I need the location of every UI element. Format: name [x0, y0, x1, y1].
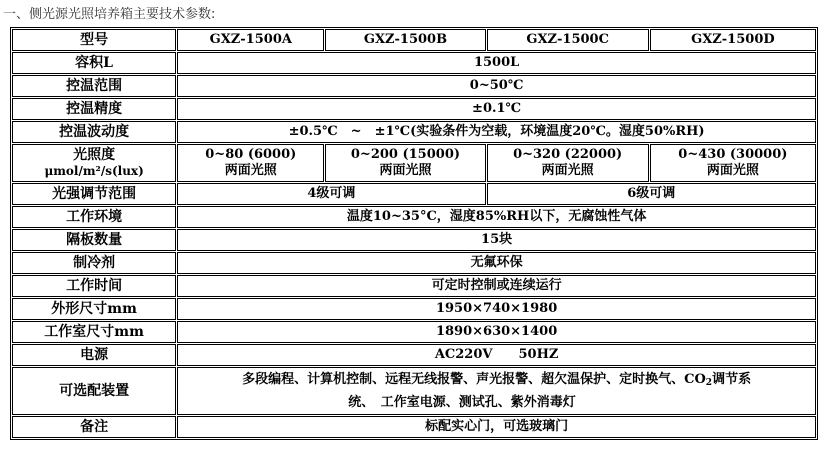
- time-value: 可定时控制或连续运行: [177, 275, 816, 297]
- options-line1-a: 多段编程、计算机控制、远程无线报警、声光报警、超欠温保护、定时换气、CO: [242, 372, 706, 387]
- section-heading: 一、侧光源光照培养箱主要技术参数:: [3, 7, 216, 22]
- temp-precision-label: 控温精度: [12, 98, 176, 120]
- options-subscript: 2: [705, 378, 713, 388]
- table-row: [12, 367, 816, 415]
- light-b-value: 0~200 (15000): [350, 147, 461, 162]
- options-line1-b: 调节系: [712, 372, 752, 387]
- outer-size-label: 外形尺寸mm: [12, 298, 176, 320]
- light-c: [487, 144, 649, 182]
- model-a: GXZ-1500A: [177, 29, 324, 51]
- shelves-label: 隔板数量: [12, 229, 176, 251]
- power-value: AC220V 50HZ: [177, 344, 816, 366]
- light-d-value: 0~430 (30000): [678, 147, 788, 162]
- light-adjust-ab: 4级可调: [177, 183, 485, 205]
- inner-size-label: 工作室尺寸mm: [12, 321, 176, 343]
- light-d-mode: 两面光照: [706, 163, 759, 178]
- table-row: [12, 52, 816, 74]
- table-row: [12, 275, 816, 297]
- temp-precision-value: ±0.1℃: [177, 98, 816, 120]
- table-row: [12, 298, 816, 320]
- light-b-mode: 两面光照: [379, 163, 432, 178]
- volume-value: 1500L: [177, 52, 816, 74]
- refrigerant-label: 制冷剂: [12, 252, 176, 274]
- note-label: 备注: [12, 416, 176, 438]
- power-label: 电源: [12, 344, 176, 366]
- env-label: 工作环境: [12, 206, 176, 228]
- light-adjust-label: 光强调节范围: [12, 183, 176, 205]
- temp-range-label: 控温范围: [12, 75, 176, 97]
- outer-size-value: 1950×740×1980: [177, 298, 816, 320]
- table-row: [12, 321, 816, 343]
- inner-size-value: 1890×630×1400: [177, 321, 816, 343]
- table-row: [12, 206, 816, 228]
- temp-range-value: 0~50℃: [177, 75, 816, 97]
- light-label-line1: 光照度: [73, 147, 116, 163]
- options-label: 可选配装置: [12, 367, 176, 415]
- time-label: 工作时间: [12, 275, 176, 297]
- light-label: [12, 144, 176, 182]
- light-adjust-cd: 6级可调: [487, 183, 816, 205]
- table-row: [12, 344, 816, 366]
- table-row: [12, 252, 816, 274]
- light-b: [325, 144, 485, 182]
- note-value: 标配实心门，可选玻璃门: [177, 416, 816, 438]
- light-c-mode: 两面光照: [541, 163, 594, 178]
- table-row: [12, 121, 816, 143]
- light-a-value: 0~80 (6000): [205, 147, 297, 162]
- light-a-mode: 两面光照: [224, 163, 277, 178]
- light-a: [177, 144, 324, 182]
- table-row: [12, 416, 816, 438]
- spec-table: [10, 27, 818, 440]
- options-line1: [180, 370, 813, 393]
- model-b: GXZ-1500B: [325, 29, 485, 51]
- model-label: 型号: [12, 29, 176, 51]
- light-c-value: 0~320 (22000): [513, 147, 623, 162]
- refrigerant-value: 无氟环保: [177, 252, 816, 274]
- model-d: GXZ-1500D: [650, 29, 816, 51]
- model-c: GXZ-1500C: [487, 29, 649, 51]
- table-row: [12, 29, 816, 51]
- table-row: [12, 183, 816, 205]
- light-d: [650, 144, 816, 182]
- table-row: [12, 144, 816, 182]
- env-value: 温度10~35°C，湿度85%RH以下，无腐蚀性气体: [177, 206, 816, 228]
- options-line2: 统、 工作室电源、测试孔、紫外消毒灯: [348, 395, 576, 410]
- table-row: [12, 75, 816, 97]
- options-value: [177, 367, 816, 415]
- temp-fluct-label: 控温波动度: [12, 121, 176, 143]
- volume-label: 容积L: [12, 52, 176, 74]
- temp-fluct-value: ±0.5℃ ~ ±1℃(实验条件为空载，环境温度20℃。湿度50%RH): [177, 121, 816, 143]
- light-label-line2: μmol/m²/s(lux): [44, 164, 144, 178]
- shelves-value: 15块: [177, 229, 816, 251]
- table-row: [12, 98, 816, 120]
- table-row: [12, 229, 816, 251]
